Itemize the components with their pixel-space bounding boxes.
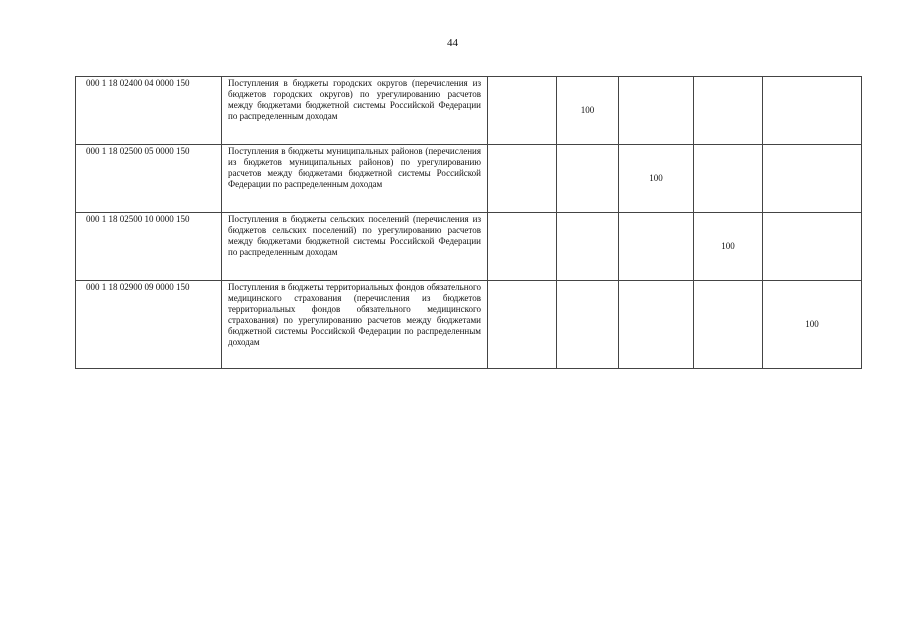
page-number: 44 — [447, 37, 458, 49]
table-row — [76, 281, 862, 369]
value-cell — [488, 213, 557, 281]
value-cell — [619, 77, 694, 145]
value-cell — [557, 145, 619, 213]
value-cell: 100 — [694, 213, 763, 281]
table-row — [76, 145, 862, 213]
value-cell — [488, 77, 557, 145]
description-cell: Поступления в бюджеты территориальных фондов обязательного медицинского страхования (перечисления из бюджетов территориальных фондов обязательного медицинского страхования) по урегулированию расчетов между бюджетами бюджетной системы Российской Федерации по распределенным доходам — [222, 281, 488, 369]
value-cell — [763, 77, 862, 145]
value-cell — [619, 281, 694, 369]
kbk-code-cell: 000 1 18 02900 09 0000 150 — [76, 281, 222, 369]
kbk-code-cell: 000 1 18 02400 04 0000 150 — [76, 77, 222, 145]
value-cell — [488, 145, 557, 213]
kbk-code-cell: 000 1 18 02500 10 0000 150 — [76, 213, 222, 281]
table-row — [76, 213, 862, 281]
value-cell: 100 — [619, 145, 694, 213]
value-cell — [694, 77, 763, 145]
kbk-code-cell: 000 1 18 02500 05 0000 150 — [76, 145, 222, 213]
value-cell — [619, 213, 694, 281]
budget-table — [75, 76, 862, 369]
value-cell — [557, 213, 619, 281]
description-cell: Поступления в бюджеты сельских поселений (перечисления из бюджетов сельских поселений) по урегулированию расчетов между бюджетами бюджетной системы Российской Федерации по распределенным доходам — [222, 213, 488, 281]
value-cell — [763, 213, 862, 281]
value-cell — [694, 145, 763, 213]
description-cell: Поступления в бюджеты муниципальных районов (перечисления из бюджетов муниципальных районов) по урегулированию расчетов между бюджетами бюджетной системы Российской Федерации по распределенным доходам — [222, 145, 488, 213]
value-cell: 100 — [557, 77, 619, 145]
value-cell — [694, 281, 763, 369]
value-cell — [488, 281, 557, 369]
value-cell — [763, 145, 862, 213]
value-cell: 100 — [763, 281, 862, 369]
description-cell: Поступления в бюджеты городских округов (перечисления из бюджетов городских округов) по урегулированию расчетов между бюджетами бюджетной системы Российской Федерации по распределенным доходам — [222, 77, 488, 145]
table-row — [76, 77, 862, 145]
value-cell — [557, 281, 619, 369]
